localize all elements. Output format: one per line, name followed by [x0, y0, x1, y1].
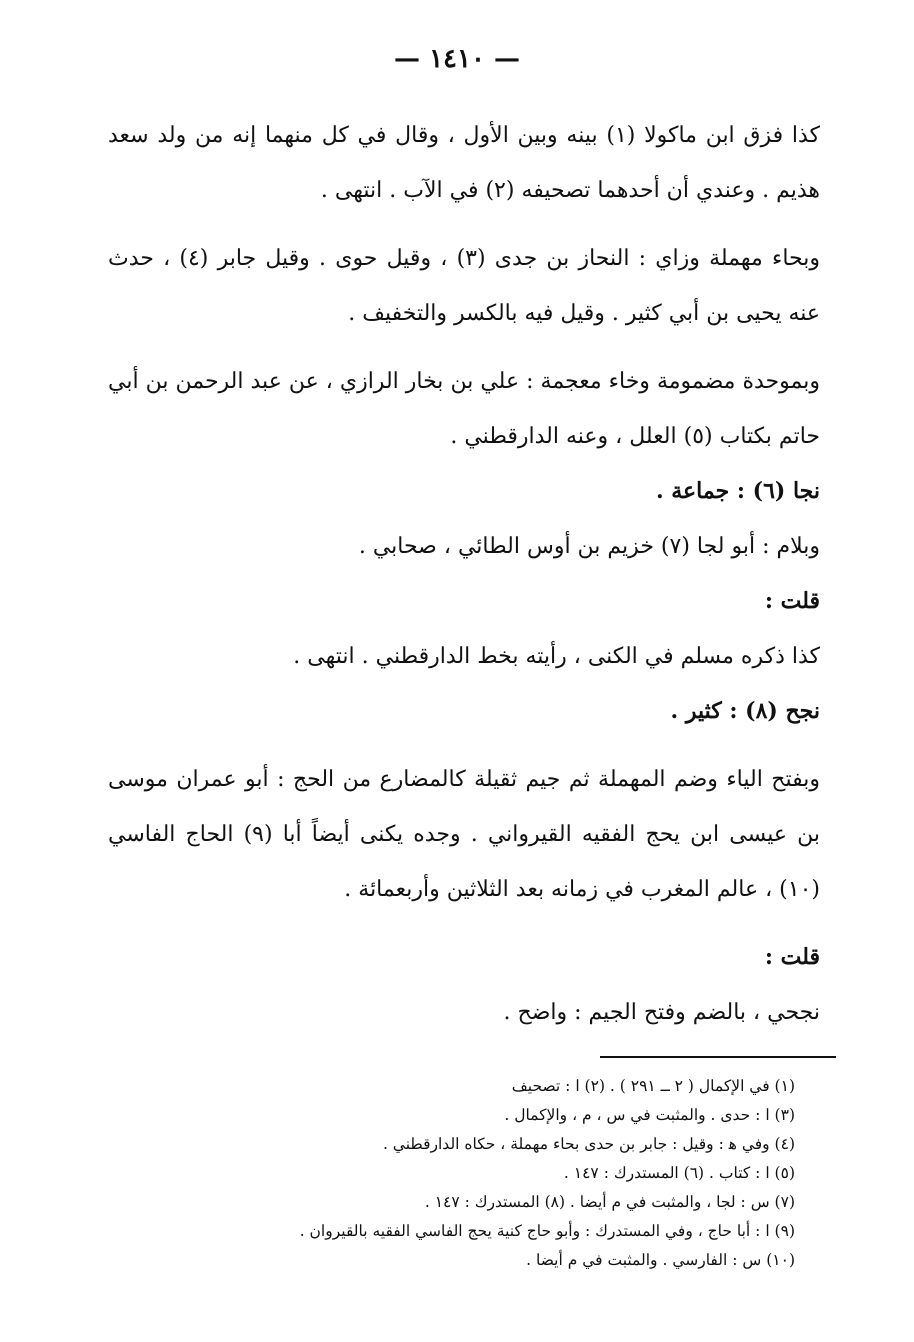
footnote-line: (٧) س : لجا ، والمثبت في م أيضا . (٨) المستدرك : ١٤٧ .	[424, 1193, 795, 1211]
entry-naja: نجا (٦) : جماعة .	[655, 478, 820, 504]
paragraph-1: كذا فزق ابن ماكولا (١) بينه وبين الأول ، وقال في كل منهما إنه من ولد سعد هذيم . وعندي أن أحدهما تصحيفه (٢) في الآب . انتهى .	[108, 123, 820, 203]
qultu-heading-2: قلت :	[764, 944, 820, 970]
footnote-line: (٩) ا : أبا حاج ، وفي المستدرك : وأبو حاج كنية يحج الفاسي الفقيه بالقيروان .	[299, 1222, 795, 1240]
main-text	[108, 108, 820, 1040]
entry-najh: نجح (٨) : كثير .	[670, 698, 820, 724]
paragraph-lam: وبلام : أبو لجا (٧) خزيم بن أوس الطائي ، صحابي .	[358, 534, 820, 559]
paragraph-2: وبحاء مهملة وزاي : النحاز بن جدى (٣) ، وقيل حوى . وقيل جابر (٤) ، حدث عنه يحيى بن أبي كثير . وقيل فيه بالكسر والتخفيف .	[108, 246, 820, 326]
paragraph-3: وبموحدة مضمومة وخاء معجمة : علي بن بخار الرازي ، عن عبد الرحمن بن أبي حاتم بكتاب (٥) العلل ، وعنه الدارقطني .	[108, 369, 820, 449]
footnote-divider	[600, 1056, 836, 1058]
paragraph-najhi: نجحي ، بالضم وفتح الجيم : واضح .	[503, 1000, 820, 1025]
footnote-line: (١) في الإكمال ( ٢ ــ ٢٩١ ) . (٢) ا : تصحيف	[511, 1077, 795, 1095]
footnotes	[250, 1072, 795, 1275]
footnote-line: (٥) ا : كتاب . (٦) المستدرك : ١٤٧ .	[563, 1164, 795, 1182]
paragraph-yahujju: وبفتح الياء وضم المهملة ثم جيم ثقيلة كالمضارع من الحج : أبو عمران موسى بن عيسى ابن يحج الفقيه القيرواني . وجده يكنى أيضاً أبا (٩) الحاج الفاسي (١٠) ، عالم المغرب في زمانه بعد الثلاثين وأربعمائة .	[108, 767, 820, 902]
footnote-line: (٤) وفي ﻫ : وقيل : جابر بن حدى بحاء مهملة ، حكاه الدارقطني .	[382, 1135, 795, 1153]
paragraph-muslim: كذا ذكره مسلم في الكنى ، رأيته بخط الدارقطني . انتهى .	[293, 644, 820, 669]
footnote-line: (٣) ا : حدى . والمثبت في س ، م ، والإكمال .	[504, 1106, 795, 1124]
page-number: — ١٤١٠ —	[394, 44, 520, 74]
qultu-heading-1: قلت :	[764, 588, 820, 614]
footnote-line: (١٠) س : الفارسي . والمثبت في م أيضا .	[526, 1251, 795, 1269]
